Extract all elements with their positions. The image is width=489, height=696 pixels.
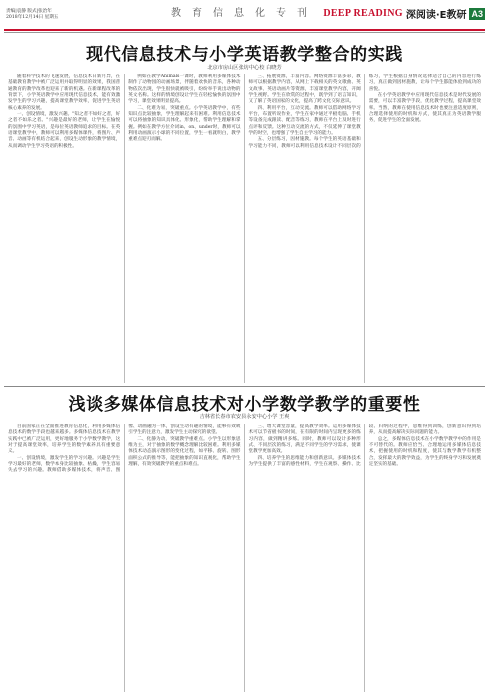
article1-paragraph: 四、利用平台，互动交流。教师可以借助网络学习平台，布置听说作业，学生在家中通过平板电脑、手机等设备完成跟读、配音等练习，教师在平台上及时进行点评和反馈。这种互动交流的方式，不仅延伸了课堂教学的时空，也增强了学生自主学习的能力。 <box>248 105 361 137</box>
article1-title: 现代信息技术与小学英语教学整合的实践 <box>86 45 403 65</box>
page-number-badge: A3 <box>471 8 483 19</box>
edition-label <box>323 6 485 21</box>
article1-paragraph: 一、创设情境，激发兴趣。"知之者不如好之者，好之者不如乐之者。"兴趣是最好的老师，让学生在愉悦的氛围中学习英语，是每位英语教师追求的目标。在英语课堂教学中，教师可以利用多媒体课件，将图片、声音、动画等有机结合起来，创设生动形象的教学情境，从而调动学生学习英语的积极性。 <box>8 112 121 149</box>
article2-paragraph: 一、创设情境，激发学生的学习兴趣。兴趣是学生学习最好的老师，数学本身比较抽象、枯燥，学生容易失去学习的兴趣。教师借助多媒体技术，将声音、图像、动画融为一体，创设生动有趣的情境，能够有效吸引学生的注意力，激发学生主动探究的欲望。 <box>8 424 241 474</box>
edition-cn: 深阅读·E教研 <box>405 10 467 21</box>
article2-paragraph: 总之，多媒体信息技术在小学数学教学中的作用是不可替代的。教师应恰当、合理地运用多媒体信息技术，把握使用的时机和程度，使其与数学教学有机整合，发挥最大的教学效益，为学生的终身学习和发展奠定坚实的基础。 <box>368 436 481 468</box>
article1-paragraph: 在小学英语教学中应用现代信息技术是时代发展的需要，可以丰富教学手段，优化教学过程，提高课堂效率。当然，教师在使用信息技术时也要注意适度原则，合理选择使用的时机和方式，使其真正为英语教学服务，促进学生的全面发展。 <box>368 93 481 124</box>
article1-paragraph: 五、分层练习，因材施教。每个学生的英语基础和学习能力不同，教师可以利用信息技术设计不同层次的练习，学生根据自身情况选择适合自己的内容进行练习，真正做到因材施教，让每个学生都能体验到成功的喜悦。 <box>248 74 481 149</box>
article1-paragraph: 二、化难为易，突破重点。小学英语教学中，有些知识点比较抽象，学生理解起来有困难。利用信息技术可以将抽象的知识具体化、形象化，帮助学生理解和掌握。例如在教学方位介词in、on、under时，教师可以利用动画演示小球的不同位置，学生一看就明白，教学重难点迎刃而解。 <box>128 105 241 143</box>
article-separator <box>4 386 485 387</box>
masthead-red-rule <box>4 29 485 31</box>
section-band-title: 教育信息化专刊 <box>171 8 318 19</box>
masthead-thin-rule <box>4 32 485 33</box>
article1-author: 北京市房山区张坊中心校 白晓芳 <box>207 65 282 71</box>
article2-paragraph: 四、培养学生的思维能力和创新意识。多媒体技术为学生提供了丰富的感性材料，学生在观察、操作、比较、归纳的过程中，思维得到训练，创新意识得到培养，从而提高解决实际问题的能力。 <box>248 424 481 468</box>
article2-body <box>8 424 481 692</box>
article1-body <box>8 74 481 383</box>
article2-paragraph: 二、化静为动，突破教学重难点。小学生以形象思维为主，对于抽象的数学概念理解比较困难。利用多媒体技术动态演示图形的变化过程，如平移、旋转、图形面积公式的推导等，能把抽象的知识直观化，帮助学生理解，有效突破教学的重点和难点。 <box>128 436 241 468</box>
editor-line: 责编|袁静 版式|张治年 <box>6 9 52 14</box>
article1-paragraph: 随着科学技术的飞速发展，信息技术日新月异，在基础教育教学中被广泛运用并取得明显的效果，我国普通教育的教学改革也迎来了新的机遇。在新课程改革的背景下，小学英语教学中应用现代信息技术，能有效激发学生的学习兴趣，提高课堂教学效率，促进学生英语核心素养的发展。 <box>8 74 121 111</box>
article2-paragraph: 目前国家正在全面推进教育信息化，利用多媒体信息技术的数学手段也越来越多。多媒体信息技术在教学实践中已被广泛运用，更好地服务于小学数学教学，这对于提高课堂效率，培养学生的数学素养具有重要意义。 <box>8 424 121 455</box>
article2-paragraph: 三、增大课堂容量，提高教学效率。运用多媒体技术可以节省板书的时间，在有限的时间内呈现更多的练习内容，做到精讲多练。同时，教师可以设计多种形式、不同层次的练习，满足不同学生的学习需求，使课堂教学更加高效。 <box>248 424 361 455</box>
article2-title: 浅谈多媒体信息技术对小学数学教学的重要性 <box>68 395 421 415</box>
article1-paragraph: 例如在教学Animals一课时，教师利用多媒体技术制作了动物园的动画场景，伴随着欢快的音乐，各种动物依次出现，学生很快就被吸引，纷纷举手说出动物的英文名称。这样的情境创设让学生在轻松愉快的氛围中学习，课堂效果明显提高。 <box>128 74 241 105</box>
article1-paragraph: 三、拓展资源，丰富内容。网络资源丰富多彩，教师可以根据教学内容，从网上下载相关的英文歌曲、英文故事、英语动画片等资源，丰富课堂教学内容，开阔学生视野。学生在欣赏的过程中，既学到了语言知识，又了解了英语国家的文化，提高了跨文化交际意识。 <box>248 74 361 105</box>
edition-en: DEEP READING <box>323 8 403 19</box>
masthead <box>0 0 489 32</box>
date-line: 2018年12月14日 星期五 <box>6 15 59 20</box>
article2-author: 吉林省长春市农安县永安中心小学 王爽 <box>199 414 290 420</box>
